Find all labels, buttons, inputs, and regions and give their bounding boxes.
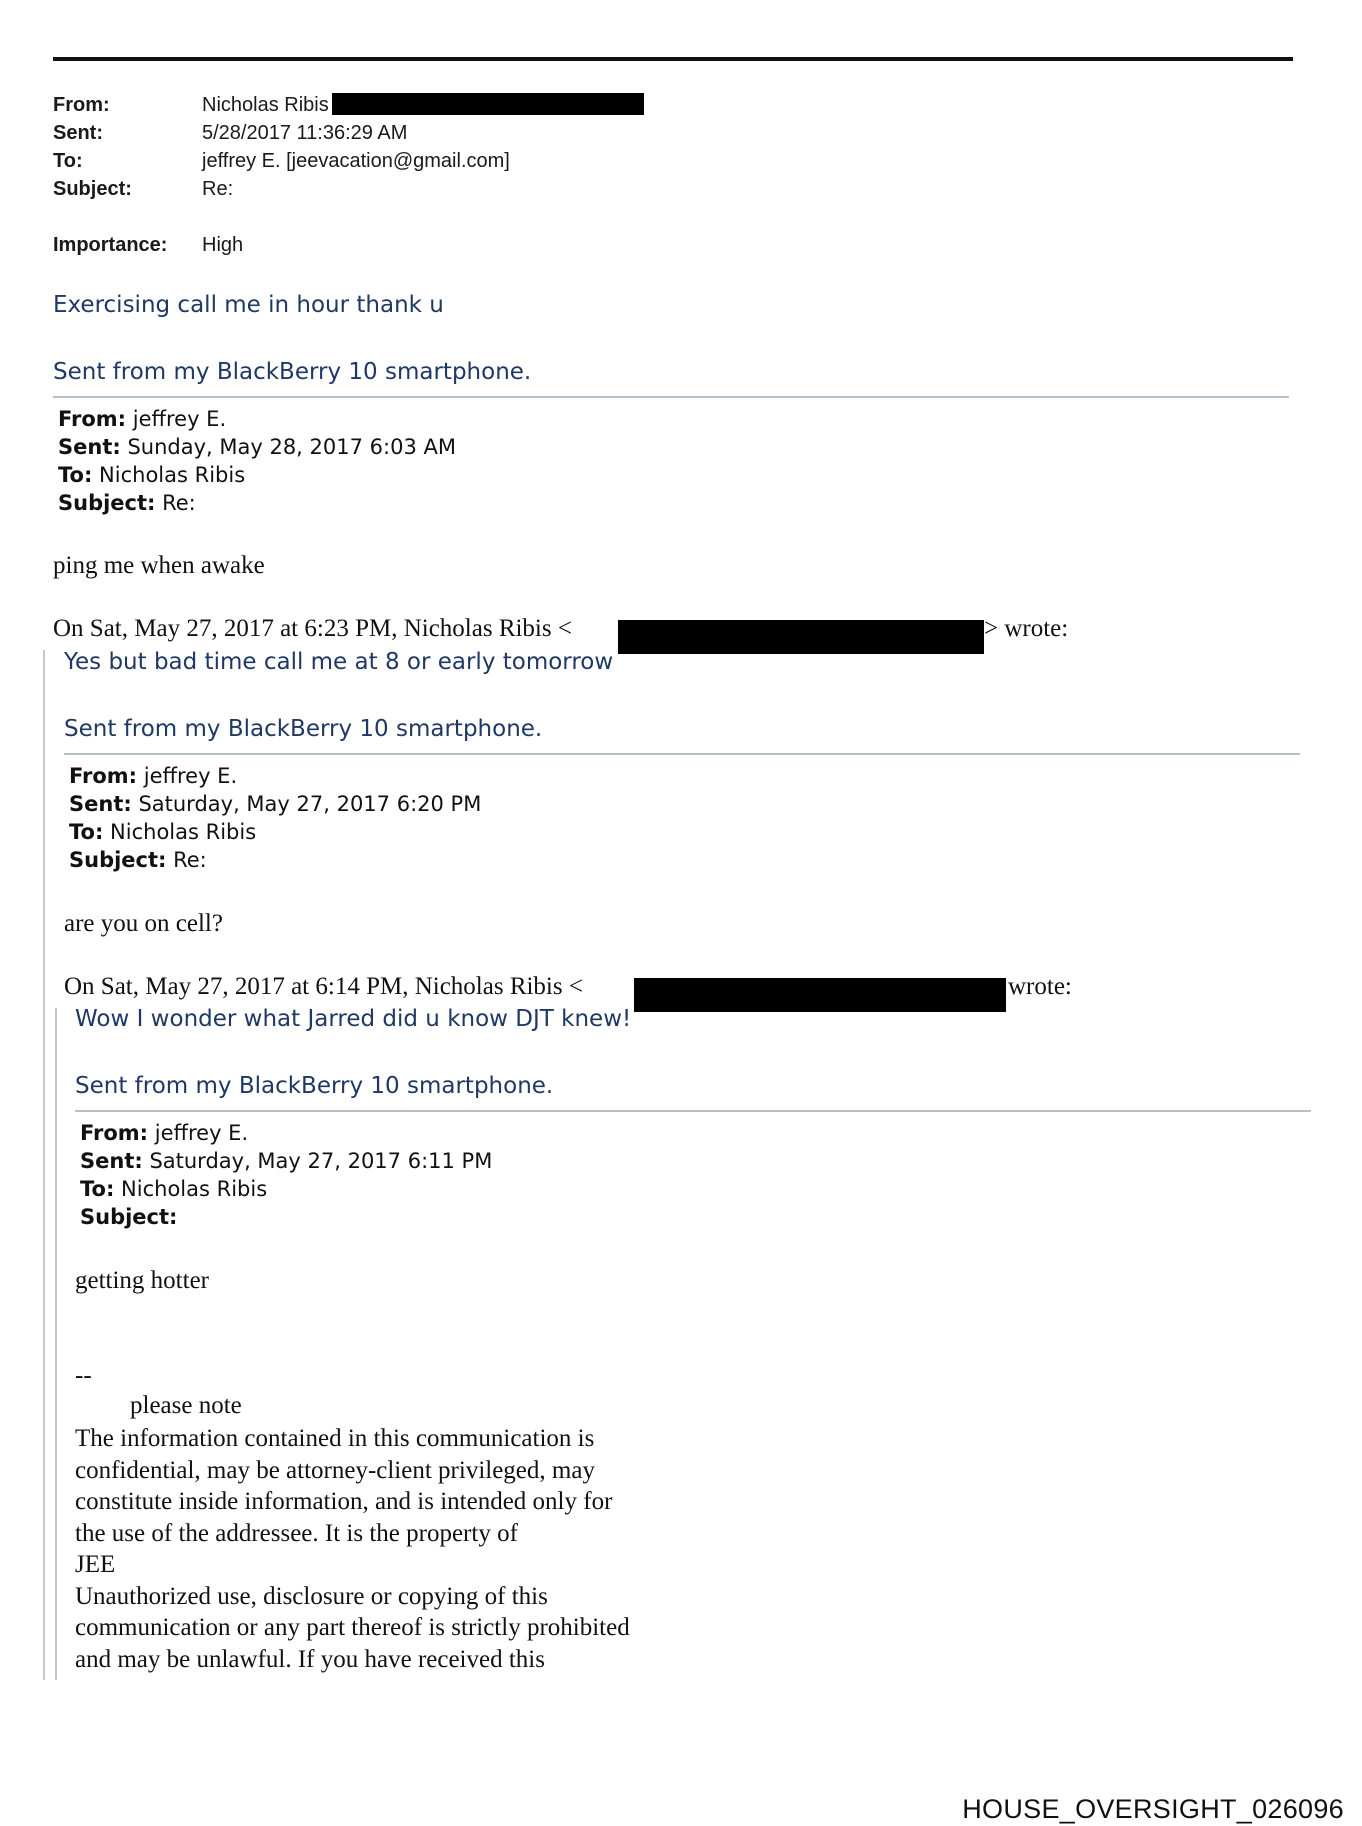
reply-body: getting hotter <box>75 1267 209 1294</box>
importance-label: Importance: <box>53 234 168 256</box>
sent-value: 5/28/2017 11:36:29 AM <box>202 122 408 144</box>
please-note: please note <box>130 1392 242 1419</box>
to-label: To: <box>53 150 83 172</box>
quote-bar <box>55 1008 57 1680</box>
message-body: Yes but bad time call me at 8 or early tomorrow <box>64 649 614 675</box>
redaction-box <box>332 93 644 115</box>
importance-value: High <box>202 234 244 256</box>
reply-header-subject: Subject: <box>80 1205 178 1229</box>
reply-header-sent: Sent: Sunday, May 28, 2017 6:03 AM <box>58 435 456 459</box>
reply-header-from: From: jeffrey E. <box>80 1121 249 1145</box>
quote-attribution-suffix: > wrote: <box>984 615 1069 642</box>
message-signature: Sent from my BlackBerry 10 smartphone. <box>64 716 543 742</box>
reply-header-sent: Sent: Saturday, May 27, 2017 6:11 PM <box>80 1149 493 1173</box>
quote-attribution: On Sat, May 27, 2017 at 6:14 PM, Nicholas Ribis < <box>64 973 583 1000</box>
reply-header-sent: Sent: Saturday, May 27, 2017 6:20 PM <box>69 792 482 816</box>
reply-header-to: To: Nicholas Ribis <box>69 820 257 844</box>
reply-body: are you on cell? <box>64 910 223 937</box>
quote-attribution: On Sat, May 27, 2017 at 6:23 PM, Nicholas Ribis < <box>53 615 572 642</box>
reply-header-from: From: jeffrey E. <box>58 407 227 431</box>
message-body: Wow I wonder what Jarred did u know DJT knew! <box>75 1006 632 1032</box>
message-divider <box>64 753 1300 755</box>
reply-body: ping me when awake <box>53 552 265 579</box>
subject-label: Subject: <box>53 178 132 200</box>
sent-label: Sent: <box>53 122 103 144</box>
message-signature: Sent from my BlackBerry 10 smartphone. <box>75 1073 554 1099</box>
quote-attribution-suffix: wrote: <box>1008 973 1072 1000</box>
reply-header-from: From: jeffrey E. <box>69 764 238 788</box>
top-rule <box>53 57 1293 61</box>
from-value: Nicholas Ribis <box>202 94 329 116</box>
message-body: Exercising call me in hour thank u <box>53 292 444 318</box>
quote-bar <box>43 650 45 1680</box>
redaction-box <box>618 620 984 654</box>
signature-dashes: -- <box>75 1362 92 1389</box>
bates-number: HOUSE_OVERSIGHT_026096 <box>962 1794 1344 1824</box>
to-value: jeffrey E. [jeevacation@gmail.com] <box>202 150 510 172</box>
from-label: From: <box>53 94 110 116</box>
reply-header-subject: Subject: Re: <box>58 491 196 515</box>
reply-header-to: To: Nicholas Ribis <box>80 1177 268 1201</box>
message-signature: Sent from my BlackBerry 10 smartphone. <box>53 359 532 385</box>
reply-header-to: To: Nicholas Ribis <box>58 463 246 487</box>
confidentiality-disclaimer: The information contained in this communication is confidential, may be attorney-client privileged, may constitute inside information, and is intended only for the use of the addressee. It is the property of JEE Unauthorized use, disclosure or copying of this communication or any part thereof is strictly prohibited and may be unlawful. If you have received this <box>75 1425 630 1673</box>
message-divider <box>75 1110 1311 1112</box>
redaction-box <box>634 978 1006 1012</box>
reply-header-subject: Subject: Re: <box>69 848 207 872</box>
message-divider <box>53 396 1289 398</box>
subject-value: Re: <box>202 178 234 200</box>
